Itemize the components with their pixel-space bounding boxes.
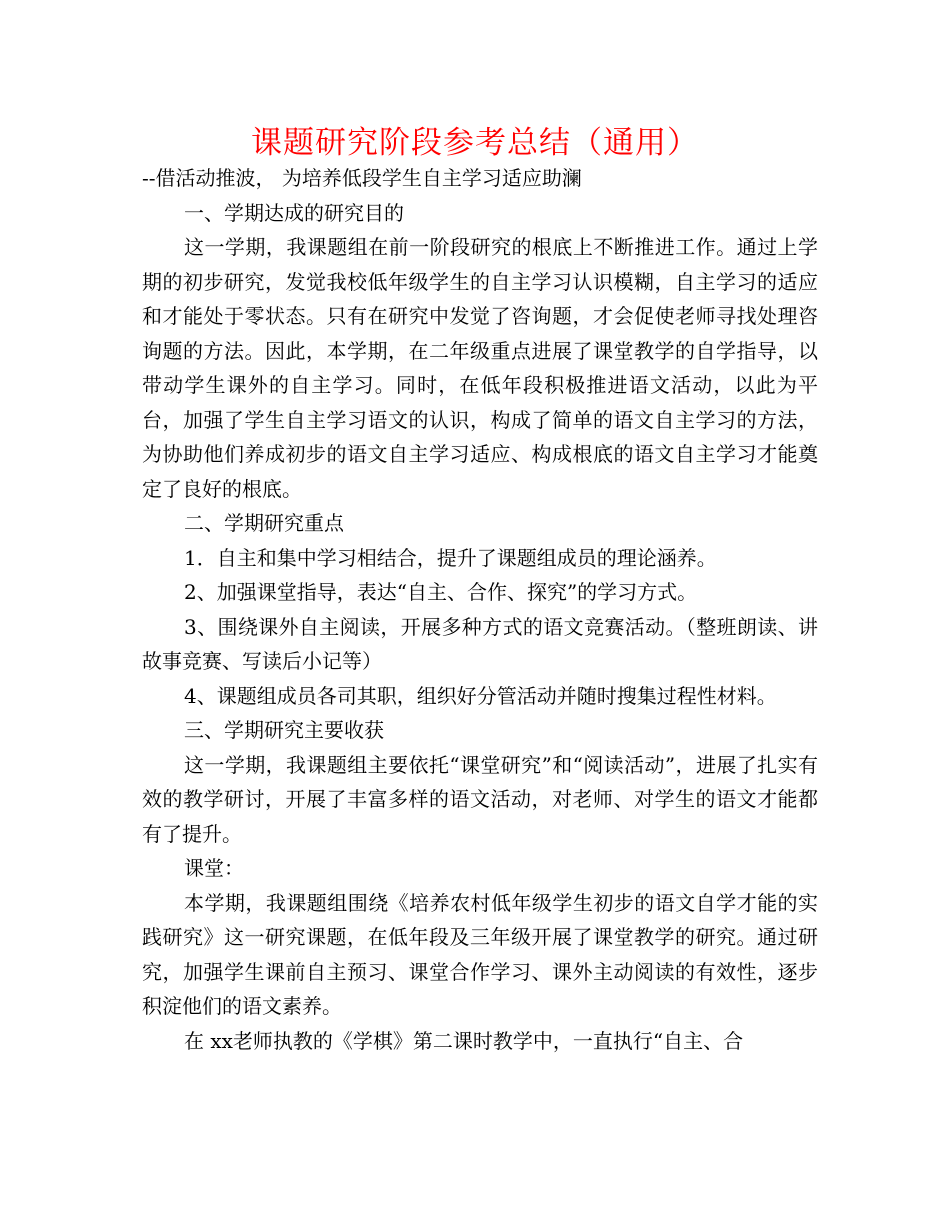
- document-body: [142, 161, 818, 1058]
- section-heading-2: 二、学期研究重点: [184, 511, 344, 535]
- paragraph-1: 这一学期，我课题组在前一阶段研究的根底上不断推进工作。通过上学期的初步研究，发觉我校低年级学生的自主学习认识模糊，自主学习的适应和才能处于零状态。只有在研究中发觉了咨询题，才会促使老师寻找处理咨询题的方法。因此，本学期，在二年级重点进展了课堂教学的自学指导，以带动学生课外的自主学习。同时，在低年段积极推进语文活动，以此为平台，加强了学生自主学习语文的认识，构成了简单的语文自主学习的方法，为协助他们养成初步的语文自主学习适应、构成根底的语文自主学习才能奠定了良好的根底。: [142, 235, 818, 501]
- list-item-4: 4、课题组成员各司其职，组织好分管活动并随时搜集过程性材料。: [184, 683, 777, 708]
- paragraph-2: 这一学期，我课题组主要依托“课堂研究”和“阅读活动”，进展了扎实有效的教学研讨，开展了丰富多样的语文活动，对老师、对学生的语文才能都有了提升。: [142, 752, 818, 846]
- document-title: 课题研究阶段参考总结（通用）: [251, 125, 699, 161]
- list-item-3: 3、围绕课外自主阅读，开展多种方式的语文竞赛活动。（整班朗读、讲故事竞赛、写读后小记等）: [142, 614, 818, 673]
- subheading-classroom: 课堂：: [184, 856, 244, 880]
- list-item-1: 1．自主和集中学习相结合，提升了课题组成员的理论涵养。: [184, 545, 717, 570]
- document-subtitle: --借活动推波， 为培养低段学生自主学习适应助澜: [142, 166, 582, 190]
- paragraph-3: 本学期，我课题组围绕《培养农村低年级学生初步的语文自学才能的实践研究》这一研究课题，在低年段及三年级开展了课堂教学的研究。通过研究，加强学生课前自主预习、课堂合作学习、课外主动阅读的有效性，逐步积淀他们的语文素养。: [142, 890, 818, 1018]
- section-heading-1: 一、学期达成的研究目的: [184, 200, 404, 225]
- section-heading-3: 三、学期研究主要收获: [184, 718, 384, 742]
- list-item-2: 2、加强课堂指导，表达“自主、合作、探究”的学习方式。: [184, 580, 698, 604]
- paragraph-4: 在 xx老师执教的《学棋》第二课时教学中，一直执行“自主、合: [184, 1028, 744, 1053]
